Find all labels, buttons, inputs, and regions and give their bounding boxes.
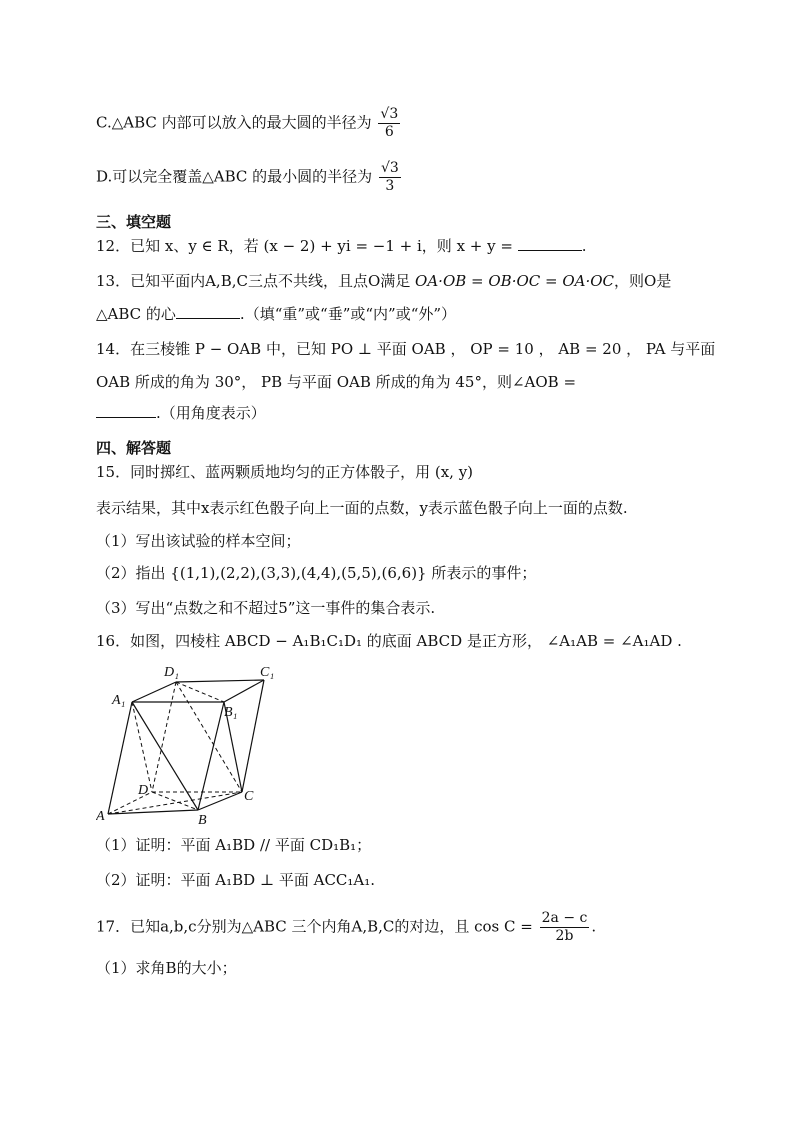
question-12-end: . bbox=[581, 237, 587, 255]
question-13-hint: .（填“重”或“垂”或“内”或“外”） bbox=[239, 305, 457, 323]
label-b1: B₁ bbox=[224, 705, 238, 720]
option-c bbox=[96, 106, 402, 141]
label-b: B bbox=[198, 813, 207, 828]
question-16-part2: （2）证明：平面 A₁BD ⊥ 平面 ACC₁A₁. bbox=[96, 871, 376, 889]
question-15-part1: （1）写出该试验的样本空间； bbox=[96, 532, 301, 550]
label-c1: C₁ bbox=[260, 665, 275, 680]
answer-blank[interactable] bbox=[96, 403, 156, 418]
question-12-text: 12．已知 x、y ∈ R，若 (x − 2) + yi = −1 + i，则 x + y = bbox=[96, 237, 513, 255]
question-16-part1: （1）证明：平面 A₁BD // 平面 CD₁B₁； bbox=[96, 836, 372, 854]
option-d-text: D.可以完全覆盖△ABC 的最小圆的半径为 bbox=[96, 167, 373, 186]
question-16: 16．如图，四棱柱 ABCD − A₁B₁C₁D₁ 的底面 ABCD 是正方形， ∠A₁AB = ∠A₁AD . bbox=[96, 632, 682, 650]
label-a: A bbox=[96, 809, 105, 824]
fraction-denominator: 2b bbox=[555, 928, 574, 944]
fraction-denominator: 6 bbox=[384, 124, 394, 140]
question-15-line2: 表示结果，其中x表示红色骰子向上一面的点数，y表示蓝色骰子向上一面的点数. bbox=[96, 499, 628, 517]
fraction-numerator: √3 bbox=[380, 160, 399, 176]
label-a1: A₁ bbox=[112, 693, 126, 708]
option-d bbox=[96, 160, 403, 195]
section-answer: 四、解答题 bbox=[96, 439, 172, 457]
question-17 bbox=[96, 910, 596, 945]
question-15-line1: 15．同时掷红、蓝两颗质地均匀的正方体骰子，用 (x, y) bbox=[96, 463, 474, 481]
question-14-hint: .（用角度表示） bbox=[156, 404, 266, 422]
label-d1: D₁ bbox=[164, 665, 179, 680]
question-17-part1: （1）求角B的大小； bbox=[96, 959, 237, 977]
question-14-line1: 14．在三棱锥 P − OAB 中，已知 PO ⊥ 平面 OAB ， OP = 10 ， AB = 20 ， PA 与平面 bbox=[96, 340, 716, 358]
question-15-part2: （2）指出 {(1,1),(2,2),(3,3),(4,4),(5,5),(6,6)} 所表示的事件； bbox=[96, 564, 537, 582]
label-c: C bbox=[244, 789, 254, 804]
prism-figure bbox=[96, 660, 276, 830]
vector-equation: OA·OB = OB·OC = OA·OC bbox=[415, 272, 615, 290]
question-12 bbox=[96, 236, 587, 256]
section-fill-in: 三、填空题 bbox=[96, 213, 172, 231]
option-c-fraction bbox=[378, 106, 400, 141]
question-17-end: . bbox=[591, 917, 597, 936]
question-13-line1 bbox=[96, 271, 671, 291]
question-15-part3: （3）写出“点数之和不超过5”这一事件的集合表示. bbox=[96, 599, 436, 617]
label-d: D bbox=[138, 783, 149, 798]
question-14-line2: OAB 所成的角为 30°， PB 与平面 OAB 所成的角为 45°，则∠AOB = bbox=[96, 373, 577, 391]
answer-blank[interactable] bbox=[176, 304, 240, 319]
question-13-text2: △ABC 的心 bbox=[96, 305, 176, 323]
answer-blank[interactable] bbox=[518, 236, 582, 251]
question-13-text: 13．已知平面内A,B,C三点不共线，且点O满足 bbox=[96, 272, 411, 290]
option-d-fraction bbox=[379, 160, 401, 195]
fraction-denominator: 3 bbox=[385, 178, 395, 194]
question-17-text: 17．已知a,b,c分别为△ABC 三个内角A,B,C的对边，且 cos C = bbox=[96, 917, 533, 936]
fraction-numerator: 2a − c bbox=[541, 910, 588, 926]
question-14-line3 bbox=[96, 403, 266, 423]
option-c-text: C.△ABC 内部可以放入的最大圆的半径为 bbox=[96, 113, 372, 132]
fraction-numerator: √3 bbox=[380, 106, 399, 122]
question-13-line2 bbox=[96, 304, 456, 324]
question-17-fraction bbox=[540, 910, 590, 945]
question-13-text-end: ，则O是 bbox=[614, 272, 672, 290]
